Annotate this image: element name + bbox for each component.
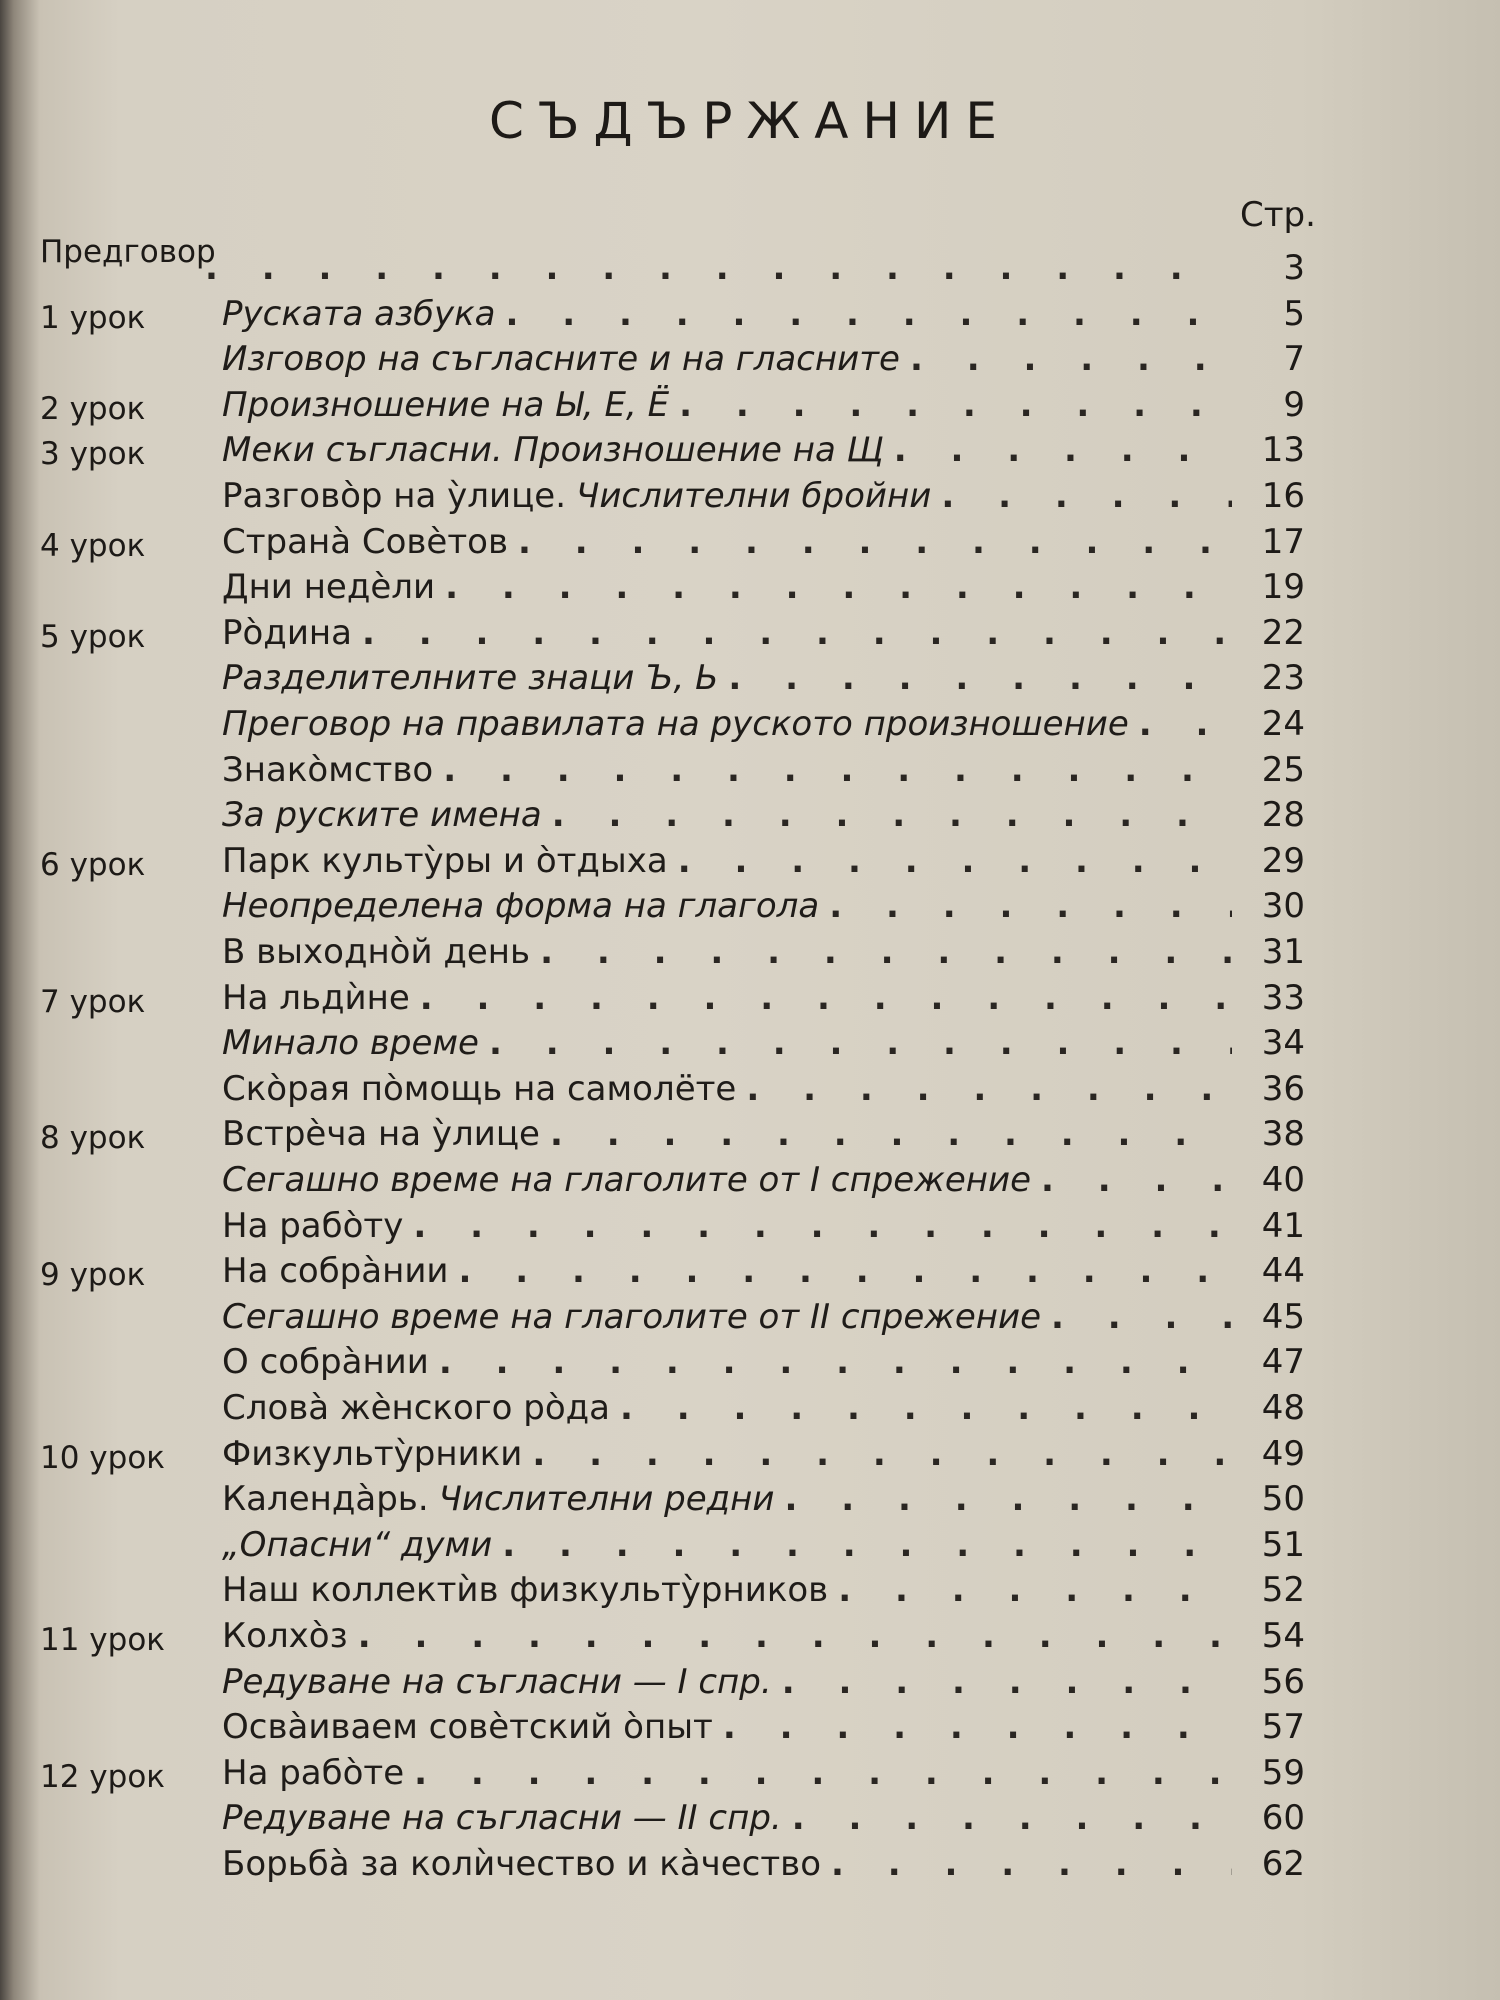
- toc-lesson-label: 5 урок: [40, 618, 146, 655]
- toc-row: [0, 234, 1500, 292]
- toc-page-number: 48: [1261, 1388, 1305, 1428]
- toc-page-number: 38: [1261, 1114, 1305, 1155]
- toc-row: [0, 1297, 1500, 1341]
- toc-entry-title: Скòрая пòмощь на самолёте: [222, 1068, 737, 1109]
- toc-row: [0, 1616, 1500, 1660]
- dot-leader: [894, 430, 1232, 470]
- toc-row: [0, 294, 1500, 338]
- toc-entry-title: Преговор на правилата на руското произношение: [222, 704, 1129, 744]
- toc-lesson-label: 12 урок: [40, 1758, 166, 1795]
- dot-leader: [784, 1479, 1232, 1519]
- toc-entry-title: Календàрь.: [222, 1479, 429, 1520]
- toc-entry-title: Произношение на Ы, Е, Ё: [222, 384, 670, 425]
- dot-leader: [540, 932, 1232, 972]
- toc-page-number: 41: [1261, 1205, 1305, 1246]
- toc-row: [0, 1479, 1500, 1523]
- toc-entry-subtitle: Числителни бройни: [576, 476, 932, 516]
- toc-entry: [222, 385, 1232, 425]
- toc-page-number: 49: [1261, 1433, 1305, 1474]
- toc-page-number: 33: [1261, 977, 1305, 1018]
- dot-leader: [1041, 1160, 1232, 1200]
- toc-entry-title: В выходнòй день: [222, 932, 531, 972]
- toc-row: [0, 1662, 1500, 1706]
- toc-row: [0, 1342, 1500, 1386]
- toc-page-number: 16: [1261, 476, 1305, 516]
- toc-entry: [222, 1662, 1232, 1702]
- toc-row: [0, 1434, 1500, 1478]
- toc-row: [0, 613, 1500, 657]
- toc-entry-title: Разговòр на ỳлице.: [222, 476, 567, 516]
- toc-row: [0, 886, 1500, 930]
- toc-entry-title: Физкультỳрники: [222, 1433, 523, 1474]
- toc-entry-title: Словà жèнского рòда: [222, 1388, 610, 1428]
- toc-row: [0, 1206, 1500, 1250]
- toc-entry: [222, 1616, 1232, 1656]
- dot-leader: [829, 886, 1232, 926]
- toc-page-number: 60: [1261, 1798, 1305, 1839]
- dot-leader: [358, 1616, 1232, 1656]
- dot-leader: [679, 385, 1232, 425]
- toc-entry: [222, 978, 1232, 1018]
- toc-entry: [205, 248, 1215, 288]
- toc-entry: [222, 1844, 1232, 1884]
- toc-entry-title: Колхòз: [222, 1616, 348, 1656]
- dot-leader: [443, 750, 1232, 790]
- toc-entry: [222, 522, 1232, 562]
- toc-row: [0, 1160, 1500, 1204]
- toc-page-number: 44: [1261, 1251, 1305, 1292]
- toc-page-number: 22: [1261, 612, 1305, 653]
- toc-row: [0, 1114, 1500, 1158]
- dot-leader: [420, 978, 1232, 1018]
- dot-leader: [413, 1206, 1232, 1246]
- dot-leader: [506, 294, 1232, 334]
- toc-entry: [222, 1251, 1232, 1291]
- toc-row: [0, 795, 1500, 839]
- toc-row: [0, 1023, 1500, 1067]
- dot-leader: [620, 1388, 1232, 1428]
- toc-row: [0, 1525, 1500, 1569]
- toc-page-number: 34: [1261, 1023, 1305, 1064]
- toc-entry: [222, 658, 1232, 698]
- toc-row: [0, 1570, 1500, 1614]
- dot-leader: [459, 1251, 1232, 1291]
- dot-leader: [1139, 704, 1232, 744]
- toc-row: [0, 1753, 1500, 1797]
- toc-entry-title: Борьбà за колѝчество и кàчество: [222, 1844, 822, 1884]
- toc-row: [0, 704, 1500, 748]
- toc-page-number: 47: [1261, 1342, 1305, 1383]
- toc-entry-title: Неопределена форма на глагола: [222, 886, 820, 927]
- toc-entry-title: Наш коллектѝв физкультỳрников: [222, 1570, 829, 1611]
- toc-row: [0, 476, 1500, 520]
- toc-page-number: 57: [1261, 1707, 1305, 1748]
- toc-entry: [222, 567, 1232, 607]
- toc-page-number: 31: [1261, 932, 1305, 972]
- dot-leader: [941, 476, 1232, 516]
- dot-leader: [414, 1753, 1232, 1793]
- toc-lesson-label: 10 урок: [40, 1439, 166, 1476]
- dot-leader: [362, 613, 1232, 653]
- toc-page-number: 59: [1261, 1752, 1305, 1793]
- toc-entry-title: За руските имена: [222, 795, 542, 836]
- toc-entry-title: Сегашно време на глаголите от I спрежение: [222, 1160, 1032, 1200]
- toc-entry: [222, 750, 1232, 790]
- toc-entry: [222, 1206, 1232, 1246]
- toc-lesson-label: 9 урок: [40, 1257, 146, 1294]
- toc-page-number: 45: [1261, 1296, 1305, 1337]
- toc-entry: [222, 476, 1232, 516]
- toc-entry-title: Минало време: [222, 1023, 479, 1064]
- toc-entry: [222, 1434, 1232, 1474]
- toc-page-number: 24: [1261, 704, 1305, 744]
- toc-entry-title: Рòдина: [222, 612, 352, 653]
- toc-entry: [222, 339, 1232, 379]
- toc-page-number: 19: [1261, 567, 1305, 608]
- toc-entry-title: На собрàнии: [222, 1251, 449, 1292]
- toc-row: [0, 1798, 1500, 1842]
- dot-leader: [439, 1342, 1232, 1382]
- toc-row: [0, 658, 1500, 702]
- toc-page-number: 29: [1261, 840, 1305, 881]
- toc-entry-title: Парк культỳры и òтдыха: [222, 840, 668, 881]
- toc-lesson-label: 6 урок: [40, 846, 146, 883]
- dot-leader: [792, 1798, 1232, 1838]
- toc-entry: [222, 1342, 1232, 1382]
- toc-entry-title: Руската азбука: [222, 293, 496, 334]
- toc-entry: [222, 1023, 1232, 1063]
- toc-page-number: 7: [1283, 339, 1305, 380]
- toc-entry: [222, 1570, 1232, 1610]
- toc-page-number: 3: [1283, 248, 1305, 288]
- toc-page-number: 5: [1283, 293, 1305, 334]
- toc-entry-title: Изговор на съгласните и на гласните: [222, 339, 900, 380]
- toc-row: [0, 1069, 1500, 1113]
- toc-entry: [222, 886, 1232, 926]
- toc-entry: [222, 795, 1232, 835]
- toc-entry: [222, 1388, 1232, 1428]
- page-title: СЪДЪРЖАНИЕ: [488, 92, 1012, 150]
- toc-entry-title: „Опасни“ думи: [222, 1524, 493, 1565]
- toc-page-number: 62: [1261, 1844, 1305, 1884]
- toc-page-number: 23: [1261, 658, 1305, 699]
- toc-row: [0, 385, 1500, 429]
- dot-leader: [831, 1844, 1232, 1884]
- dot-leader: [550, 1114, 1232, 1154]
- toc-page-number: 54: [1261, 1616, 1305, 1656]
- toc-row: [0, 978, 1500, 1022]
- toc-row: [0, 1844, 1500, 1888]
- dot-leader: [782, 1662, 1232, 1702]
- dot-leader: [723, 1707, 1232, 1747]
- toc-row: [0, 1388, 1500, 1432]
- toc-page-number: 52: [1261, 1570, 1305, 1611]
- toc-row: [0, 567, 1500, 611]
- toc-lesson-label: 4 урок: [40, 527, 146, 564]
- toc-entry: [222, 1297, 1232, 1337]
- toc-entry-title: О собрàнии: [222, 1342, 429, 1383]
- dot-leader: [728, 658, 1232, 698]
- toc-entry-title: Разделителните знаци Ъ, Ь: [222, 658, 719, 699]
- toc-page-number: 17: [1261, 521, 1305, 562]
- toc-entry-title: На рабòту: [222, 1205, 404, 1246]
- toc-row: [0, 932, 1500, 976]
- toc-entry-title: Дни недèли: [222, 567, 436, 608]
- toc-entry: [222, 1798, 1232, 1838]
- toc-entry-title: Знакòмство: [222, 749, 434, 790]
- toc-entry-title: Сегашно време на глаголите от II спрежение: [222, 1296, 1042, 1337]
- toc-lesson-label: 11 урок: [40, 1622, 166, 1658]
- toc-row: [0, 430, 1500, 474]
- toc-entry-title: Странà Совèтов: [222, 521, 508, 562]
- toc-row: [0, 750, 1500, 794]
- toc-page-number: 30: [1261, 886, 1305, 927]
- toc-entry: [222, 430, 1232, 470]
- toc-entry: [222, 1707, 1232, 1747]
- toc-entry-title: На рабòте: [222, 1752, 405, 1793]
- toc-entry: [222, 1479, 1232, 1519]
- toc-entry: [222, 1753, 1232, 1793]
- toc-entry-title: На льдѝне: [222, 977, 410, 1018]
- toc-lesson-label: 8 урок: [40, 1120, 146, 1157]
- toc-lesson-label: 2 урок: [40, 390, 146, 427]
- dot-leader: [678, 841, 1232, 881]
- page-column-header: Стр.: [1240, 195, 1316, 235]
- toc-entry-title: Редуване на съгласни — I спр.: [222, 1661, 772, 1702]
- toc-row: [0, 339, 1500, 383]
- toc-entry: [222, 1069, 1232, 1109]
- toc-lesson-label: 1 урок: [40, 299, 146, 336]
- toc-entry: [222, 932, 1232, 972]
- toc-row: [0, 841, 1500, 885]
- toc-entry: [222, 613, 1232, 653]
- dot-leader: [445, 567, 1232, 607]
- dot-leader: [746, 1069, 1232, 1109]
- dot-leader: [910, 339, 1232, 379]
- toc-entry: [222, 704, 1232, 744]
- dot-leader: [838, 1570, 1232, 1610]
- toc-lesson-label: 7 урок: [40, 983, 146, 1020]
- toc-page-number: 9: [1283, 384, 1305, 425]
- toc-entry: [222, 1160, 1232, 1200]
- toc-page-number: 36: [1261, 1068, 1305, 1109]
- toc-entry-title: Встрèча на ỳлице: [222, 1114, 540, 1155]
- dot-leader: [552, 795, 1232, 835]
- toc-entry-title: Освàиваем совèтский òпыт: [222, 1707, 713, 1748]
- dot-leader: [502, 1525, 1232, 1565]
- toc-row: [0, 1251, 1500, 1295]
- toc-page-number: 25: [1261, 749, 1305, 790]
- toc-entry: [222, 294, 1232, 334]
- dot-leader: [205, 248, 1215, 288]
- toc-entry: [222, 1525, 1232, 1565]
- toc-row: [0, 522, 1500, 566]
- toc-page-number: 13: [1261, 430, 1305, 471]
- dot-leader: [489, 1023, 1232, 1063]
- toc-page-number: 28: [1261, 795, 1305, 836]
- toc-entry-subtitle: Числителни редни: [438, 1479, 775, 1520]
- toc-entry-title: Меки съгласни. Произношение на Щ: [222, 430, 884, 471]
- dot-leader: [532, 1434, 1232, 1474]
- dot-leader: [1051, 1297, 1232, 1337]
- toc-entry: [222, 841, 1232, 881]
- toc-page-number: 51: [1261, 1524, 1305, 1565]
- toc-lesson-label: Предговор: [40, 234, 216, 270]
- toc-row: [0, 1707, 1500, 1751]
- toc-lesson-label: 3 урок: [40, 436, 146, 473]
- toc-entry: [222, 1114, 1232, 1154]
- dot-leader: [518, 522, 1232, 562]
- toc-page-number: 50: [1261, 1479, 1305, 1520]
- toc-page-number: 56: [1261, 1661, 1305, 1702]
- toc-entry-title: Редуване на съгласни — II спр.: [222, 1798, 782, 1839]
- toc-page-number: 40: [1261, 1160, 1305, 1200]
